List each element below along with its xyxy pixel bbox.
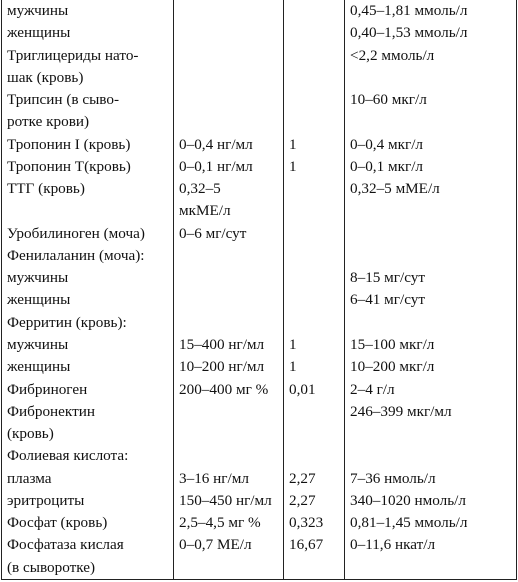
conventional-range-cell: 3–16 нг/мл: [174, 468, 284, 490]
si-range-cell: 340–1020 нмоль/л: [345, 490, 517, 512]
conventional-range-cell: 2,5–4,5 мг %: [174, 512, 284, 534]
analyte-cell: Фолиевая кислота:: [2, 445, 174, 467]
analyte-cell: женщины: [2, 356, 174, 378]
table-row: [2, 512, 517, 534]
conversion-factor-cell: 1: [284, 356, 345, 378]
analyte-cell: [2, 200, 174, 222]
analyte-cell: Фосфат (кровь): [2, 512, 174, 534]
conversion-factor-cell: [284, 0, 345, 22]
conversion-factor-cell: [284, 178, 345, 200]
conventional-range-cell: [174, 245, 284, 267]
conversion-factor-cell: 0,01: [284, 379, 345, 401]
conversion-factor-cell: [284, 245, 345, 267]
table-row: [2, 289, 517, 311]
analyte-cell: (в сыворотке): [2, 557, 174, 580]
table-row: [2, 379, 517, 401]
conversion-factor-cell: [284, 223, 345, 245]
table-row: [2, 45, 517, 67]
table-row: [2, 401, 517, 423]
conventional-range-cell: [174, 423, 284, 445]
conventional-range-cell: 0–0,7 МЕ/л: [174, 534, 284, 556]
si-range-cell: 2–4 г/л: [345, 379, 517, 401]
table-row: [2, 245, 517, 267]
table-row: [2, 468, 517, 490]
conventional-range-cell: [174, 45, 284, 67]
conversion-factor-cell: [284, 67, 345, 89]
conversion-factor-cell: [284, 200, 345, 222]
si-range-cell: [345, 200, 517, 222]
analyte-cell: (кровь): [2, 423, 174, 445]
table-row: [2, 22, 517, 44]
conventional-range-cell: 10–200 нг/мл: [174, 356, 284, 378]
si-range-cell: 0–0,1 мкг/л: [345, 156, 517, 178]
conversion-factor-cell: [284, 111, 345, 133]
table-row: [2, 200, 517, 222]
si-range-cell: 0,81–1,45 ммоль/л: [345, 512, 517, 534]
table-row: [2, 423, 517, 445]
conventional-range-cell: 200–400 мг %: [174, 379, 284, 401]
analyte-cell: Фибриноген: [2, 379, 174, 401]
table-row: [2, 156, 517, 178]
conversion-factor-cell: 0,323: [284, 512, 345, 534]
conventional-range-cell: [174, 312, 284, 334]
conversion-factor-cell: [284, 445, 345, 467]
si-range-cell: [345, 67, 517, 89]
conversion-factor-cell: [284, 289, 345, 311]
si-range-cell: [345, 445, 517, 467]
conventional-range-cell: 0–0,1 нг/мл: [174, 156, 284, 178]
table-row: [2, 445, 517, 467]
si-range-cell: <2,2 ммоль/л: [345, 45, 517, 67]
reference-values-table: [1, 0, 517, 580]
si-range-cell: 7–36 нмоль/л: [345, 468, 517, 490]
table-row: [2, 312, 517, 334]
analyte-cell: мужчины: [2, 267, 174, 289]
table-body: [2, 0, 517, 580]
conventional-range-cell: [174, 289, 284, 311]
conversion-factor-cell: [284, 401, 345, 423]
table-row: [2, 334, 517, 356]
table-row: [2, 356, 517, 378]
table-row: [2, 557, 517, 580]
conversion-factor-cell: 2,27: [284, 490, 345, 512]
si-range-cell: 0–11,6 нкат/л: [345, 534, 517, 556]
analyte-cell: плазма: [2, 468, 174, 490]
conversion-factor-cell: [284, 267, 345, 289]
conversion-factor-cell: [284, 22, 345, 44]
analyte-cell: шак (кровь): [2, 67, 174, 89]
analyte-cell: Фосфатаза кислая: [2, 534, 174, 556]
conversion-factor-cell: [284, 423, 345, 445]
si-range-cell: [345, 111, 517, 133]
table-row: [2, 490, 517, 512]
analyte-cell: мужчины: [2, 0, 174, 22]
conversion-factor-cell: 16,67: [284, 534, 345, 556]
analyte-cell: Фенилаланин (моча):: [2, 245, 174, 267]
conversion-factor-cell: 1: [284, 156, 345, 178]
conventional-range-cell: [174, 22, 284, 44]
conventional-range-cell: [174, 111, 284, 133]
table-row: [2, 111, 517, 133]
conversion-factor-cell: [284, 89, 345, 111]
analyte-cell: женщины: [2, 289, 174, 311]
table-row: [2, 267, 517, 289]
analyte-cell: Трипсин (в сыво-: [2, 89, 174, 111]
analyte-cell: мужчины: [2, 334, 174, 356]
conventional-range-cell: [174, 0, 284, 22]
si-range-cell: 10–60 мкг/л: [345, 89, 517, 111]
table-row: [2, 223, 517, 245]
si-range-cell: [345, 312, 517, 334]
si-range-cell: 0,32–5 мМЕ/л: [345, 178, 517, 200]
conversion-factor-cell: [284, 557, 345, 580]
analyte-cell: эритроциты: [2, 490, 174, 512]
si-range-cell: 8–15 мг/сут: [345, 267, 517, 289]
conventional-range-cell: мкМЕ/л: [174, 200, 284, 222]
conventional-range-cell: 0–6 мг/сут: [174, 223, 284, 245]
analyte-cell: ТТГ (кровь): [2, 178, 174, 200]
si-range-cell: [345, 557, 517, 580]
table-row: [2, 178, 517, 200]
conversion-factor-cell: 1: [284, 134, 345, 156]
conventional-range-cell: 0,32–5: [174, 178, 284, 200]
conversion-factor-cell: 1: [284, 334, 345, 356]
conventional-range-cell: 15–400 нг/мл: [174, 334, 284, 356]
conventional-range-cell: 0–0,4 нг/мл: [174, 134, 284, 156]
table-row: [2, 534, 517, 556]
conventional-range-cell: [174, 557, 284, 580]
si-range-cell: 15–100 мкг/л: [345, 334, 517, 356]
analyte-cell: ротке крови): [2, 111, 174, 133]
si-range-cell: [345, 245, 517, 267]
analyte-cell: Ферритин (кровь):: [2, 312, 174, 334]
si-range-cell: 0,45–1,81 ммоль/л: [345, 0, 517, 22]
si-range-cell: 0–0,4 мкг/л: [345, 134, 517, 156]
si-range-cell: [345, 223, 517, 245]
conversion-factor-cell: 2,27: [284, 468, 345, 490]
si-range-cell: 246–399 мкг/мл: [345, 401, 517, 423]
conversion-factor-cell: [284, 45, 345, 67]
table-row: [2, 134, 517, 156]
table-row: [2, 0, 517, 22]
table-row: [2, 89, 517, 111]
analyte-cell: женщины: [2, 22, 174, 44]
si-range-cell: 0,40–1,53 ммоль/л: [345, 22, 517, 44]
analyte-cell: Тропонин I (кровь): [2, 134, 174, 156]
conventional-range-cell: [174, 401, 284, 423]
analyte-cell: Тропонин T(кровь): [2, 156, 174, 178]
conventional-range-cell: [174, 445, 284, 467]
conventional-range-cell: [174, 89, 284, 111]
conversion-factor-cell: [284, 312, 345, 334]
conventional-range-cell: [174, 67, 284, 89]
si-range-cell: 10–200 мкг/л: [345, 356, 517, 378]
conventional-range-cell: 150–450 нг/мл: [174, 490, 284, 512]
analyte-cell: Триглицериды нато-: [2, 45, 174, 67]
analyte-cell: Фибронектин: [2, 401, 174, 423]
analyte-cell: Уробилиноген (моча): [2, 223, 174, 245]
conventional-range-cell: [174, 267, 284, 289]
si-range-cell: 6–41 мг/сут: [345, 289, 517, 311]
si-range-cell: [345, 423, 517, 445]
table-row: [2, 67, 517, 89]
